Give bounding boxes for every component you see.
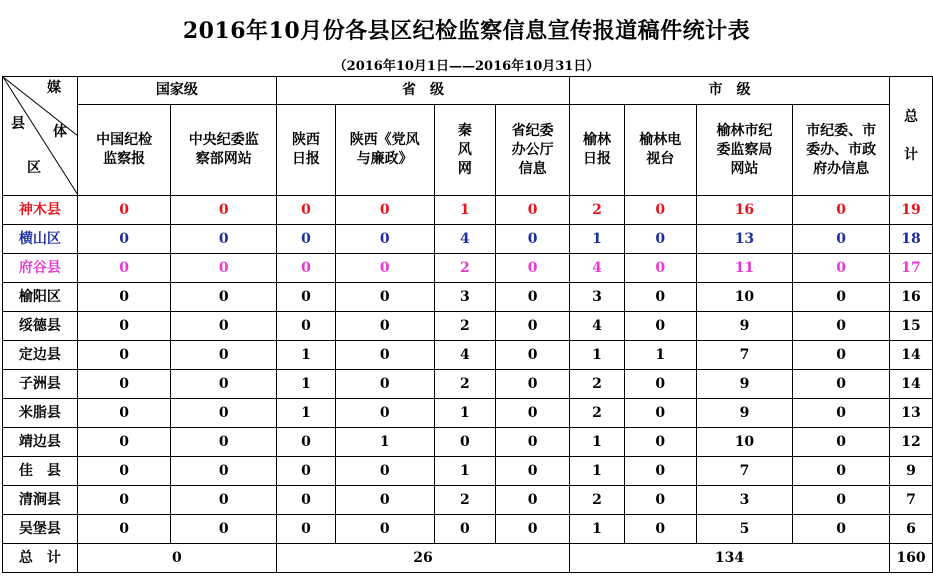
corner-header [3,77,78,196]
table-row [3,399,933,428]
row-total: 7 [889,486,932,515]
count-cell: 0 [277,196,336,225]
row-total: 13 [889,399,932,428]
table-row [3,283,933,312]
count-cell: 0 [624,399,696,428]
count-cell: 0 [496,283,570,312]
row-total: 14 [889,341,932,370]
count-cell: 0 [335,196,434,225]
table-row [3,515,933,544]
count-cell: 0 [335,515,434,544]
count-cell: 1 [277,370,336,399]
count-cell: 0 [277,457,336,486]
count-cell: 0 [793,457,890,486]
count-cell: 0 [77,515,171,544]
count-cell: 0 [496,457,570,486]
group-city: 市 级 [570,77,890,105]
count-cell: 0 [624,196,696,225]
count-cell: 0 [277,428,336,457]
corner-media-1: 媒 [47,80,61,96]
count-cell: 0 [77,370,171,399]
count-cell: 1 [277,341,336,370]
column-header: 榆林 日报 [570,105,625,196]
corner-media-2: 体 [53,124,67,140]
county-name: 府谷县 [3,254,78,283]
count-cell: 0 [171,283,277,312]
corner-county-2: 区 [27,160,41,176]
column-header: 秦 风 网 [434,105,496,196]
count-cell: 1 [434,399,496,428]
count-cell: 1 [434,196,496,225]
count-cell: 0 [171,399,277,428]
count-cell: 0 [624,283,696,312]
count-cell: 1 [434,457,496,486]
count-cell: 0 [793,486,890,515]
count-cell: 0 [496,254,570,283]
table-row [3,486,933,515]
count-cell: 0 [624,312,696,341]
column-header: 榆林电 视台 [624,105,696,196]
count-cell: 13 [696,225,793,254]
count-cell: 0 [77,457,171,486]
summary-row [3,544,933,573]
count-cell: 0 [171,370,277,399]
count-cell: 0 [171,254,277,283]
county-name: 清涧县 [3,486,78,515]
count-cell: 2 [570,370,625,399]
column-header: 陕西《党风 与廉政》 [335,105,434,196]
count-cell: 0 [77,399,171,428]
column-header: 中国纪检 监察报 [77,105,171,196]
count-cell: 0 [496,399,570,428]
count-cell: 1 [335,428,434,457]
column-header: 榆林市纪 委监察局 网站 [696,105,793,196]
county-name: 佳 县 [3,457,78,486]
county-name: 米脂县 [3,399,78,428]
count-cell: 0 [277,254,336,283]
count-cell: 0 [171,486,277,515]
count-cell: 4 [570,254,625,283]
count-cell: 1 [624,341,696,370]
table-row [3,254,933,283]
count-cell: 0 [496,428,570,457]
count-cell: 0 [496,196,570,225]
row-total: 18 [889,225,932,254]
count-cell: 4 [570,312,625,341]
table-row [3,428,933,457]
column-header: 陕西 日报 [277,105,336,196]
county-name: 绥德县 [3,312,78,341]
row-total: 12 [889,428,932,457]
count-cell: 0 [77,312,171,341]
count-cell: 0 [335,312,434,341]
county-name: 靖边县 [3,428,78,457]
summary-total: 160 [889,544,932,573]
count-cell: 0 [434,515,496,544]
count-cell: 0 [335,254,434,283]
count-cell: 2 [434,312,496,341]
count-cell: 11 [696,254,793,283]
count-cell: 0 [277,312,336,341]
count-cell: 0 [793,196,890,225]
column-header: 市纪委、市 委办、市政 府办信息 [793,105,890,196]
row-total: 9 [889,457,932,486]
county-name: 榆阳区 [3,283,78,312]
count-cell: 2 [570,196,625,225]
count-cell: 0 [277,515,336,544]
table-row [3,370,933,399]
row-total: 6 [889,515,932,544]
count-cell: 0 [77,225,171,254]
count-cell: 0 [496,486,570,515]
row-total: 14 [889,370,932,399]
count-cell: 0 [77,341,171,370]
county-name: 横山区 [3,225,78,254]
count-cell: 0 [496,370,570,399]
count-cell: 0 [171,225,277,254]
count-cell: 0 [793,399,890,428]
count-cell: 2 [570,399,625,428]
count-cell: 0 [496,225,570,254]
count-cell: 9 [696,312,793,341]
count-cell: 0 [793,283,890,312]
count-cell: 0 [77,283,171,312]
summary-city: 134 [570,544,890,573]
count-cell: 0 [77,428,171,457]
count-cell: 0 [335,457,434,486]
row-total: 16 [889,283,932,312]
page-title: 2016年10月份各县区纪检监察信息宣传报道稿件统计表 [182,18,751,44]
count-cell: 0 [793,254,890,283]
count-cell: 0 [793,312,890,341]
count-cell: 10 [696,428,793,457]
county-name: 吴堡县 [3,515,78,544]
count-cell: 0 [335,283,434,312]
count-cell: 0 [335,225,434,254]
count-cell: 3 [434,283,496,312]
count-cell: 4 [434,225,496,254]
count-cell: 0 [496,312,570,341]
table-row [3,196,933,225]
summary-national: 0 [77,544,276,573]
county-name: 子洲县 [3,370,78,399]
count-cell: 0 [624,428,696,457]
count-cell: 2 [434,370,496,399]
count-cell: 1 [570,515,625,544]
table-row [3,457,933,486]
count-cell: 0 [335,486,434,515]
count-cell: 4 [434,341,496,370]
count-cell: 0 [171,515,277,544]
count-cell: 16 [696,196,793,225]
group-province: 省 级 [277,77,570,105]
count-cell: 0 [335,399,434,428]
count-cell: 3 [696,486,793,515]
row-total: 19 [889,196,932,225]
count-cell: 0 [793,225,890,254]
count-cell: 0 [77,196,171,225]
county-name: 定边县 [3,341,78,370]
count-cell: 0 [793,341,890,370]
count-cell: 2 [434,486,496,515]
total-header: 总 计 [889,77,932,196]
count-cell: 0 [496,515,570,544]
count-cell: 0 [793,370,890,399]
count-cell: 1 [570,428,625,457]
count-cell: 0 [793,515,890,544]
date-range: （2016年10月1日——2016年10月31日） [333,59,600,74]
county-name: 神木县 [3,196,78,225]
count-cell: 0 [77,486,171,515]
count-cell: 10 [696,283,793,312]
count-cell: 7 [696,341,793,370]
count-cell: 0 [335,370,434,399]
summary-label: 总 计 [3,544,78,573]
count-cell: 0 [171,457,277,486]
count-cell: 0 [171,341,277,370]
column-header: 省纪委 办公厅 信息 [496,105,570,196]
corner-county-1: 县 [11,116,25,132]
count-cell: 0 [171,196,277,225]
count-cell: 0 [171,312,277,341]
count-cell: 0 [335,341,434,370]
table-row [3,341,933,370]
summary-province: 26 [277,544,570,573]
count-cell: 0 [624,486,696,515]
row-total: 15 [889,312,932,341]
count-cell: 9 [696,370,793,399]
count-cell: 1 [570,225,625,254]
count-cell: 0 [277,283,336,312]
count-cell: 0 [624,457,696,486]
count-cell: 0 [496,341,570,370]
count-cell: 0 [624,254,696,283]
count-cell: 0 [434,428,496,457]
count-cell: 0 [171,428,277,457]
count-cell: 0 [624,515,696,544]
row-total: 17 [889,254,932,283]
count-cell: 0 [77,254,171,283]
count-cell: 2 [434,254,496,283]
count-cell: 9 [696,399,793,428]
group-national: 国家级 [77,77,276,105]
count-cell: 0 [277,225,336,254]
count-cell: 5 [696,515,793,544]
count-cell: 0 [793,428,890,457]
column-header: 中央纪委监 察部网站 [171,105,277,196]
statistics-table [2,76,933,573]
count-cell: 1 [277,399,336,428]
count-cell: 0 [624,225,696,254]
count-cell: 1 [570,341,625,370]
count-cell: 0 [277,486,336,515]
count-cell: 3 [570,283,625,312]
count-cell: 1 [570,457,625,486]
count-cell: 2 [570,486,625,515]
table-row [3,312,933,341]
table-row [3,225,933,254]
count-cell: 7 [696,457,793,486]
count-cell: 0 [624,370,696,399]
